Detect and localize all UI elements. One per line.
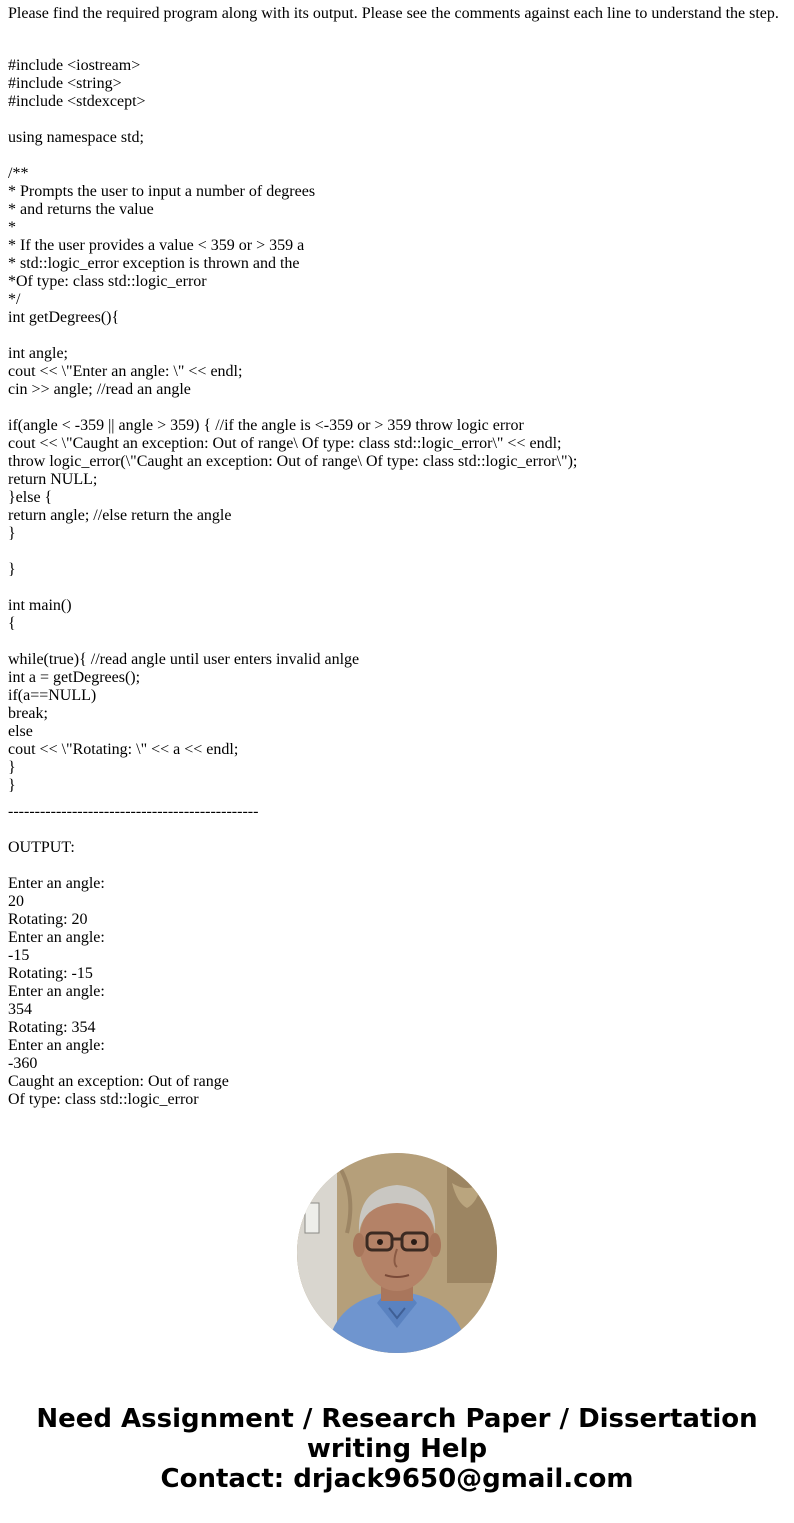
output-line: ----------------------------------------------- [8, 803, 259, 820]
output-line: -15 [8, 947, 30, 964]
code-line: * std::logic_error exception is thrown and the [8, 255, 300, 272]
code-line: } [8, 759, 16, 776]
code-line [8, 579, 577, 597]
footer-advert [0, 1404, 794, 1494]
code-line: int angle; [8, 345, 68, 362]
code-line: if(a==NULL) [8, 687, 97, 704]
code-line: int getDegrees(){ [8, 309, 120, 326]
code-line: }else { [8, 489, 53, 506]
code-line [8, 399, 577, 417]
code-line [8, 147, 577, 165]
code-line: throw logic_error(\"Caught an exception: Out of range\ Of type: class std::logic_error\"); [8, 453, 578, 470]
code-listing [8, 57, 577, 795]
output-line: Enter an angle: [8, 1037, 105, 1054]
code-line: cout << \"Rotating: \" << a << endl; [8, 741, 239, 758]
output-line: Caught an exception: Out of range [8, 1073, 229, 1090]
code-line: if(angle < -359 || angle > 359) { //if the angle is <-359 or > 359 throw logic error [8, 417, 524, 434]
code-line: cout << \"Caught an exception: Out of range\ Of type: class std::logic_error\" << endl; [8, 435, 562, 452]
program-output [8, 803, 258, 1109]
output-line: Rotating: 20 [8, 911, 88, 928]
code-line: } [8, 525, 16, 542]
output-line: Enter an angle: [8, 929, 105, 946]
code-line: cout << \"Enter an angle: \" << endl; [8, 363, 243, 380]
code-line: * and returns the value [8, 201, 154, 218]
output-line: Of type: class std::logic_error [8, 1091, 199, 1108]
code-line: else [8, 723, 33, 740]
output-line [8, 821, 258, 839]
profile-photo [297, 1153, 497, 1353]
code-line: * [8, 219, 16, 236]
output-line: 354 [8, 1001, 32, 1018]
code-line: int main() [8, 597, 72, 614]
output-line: -360 [8, 1055, 38, 1072]
code-line: /** [8, 165, 29, 182]
person-portrait-image [297, 1153, 497, 1353]
output-line: 20 [8, 893, 24, 910]
output-line: Enter an angle: [8, 983, 105, 1000]
intro-text: Please find the required program along with its output. Please see the comments against each line to understand the step. [8, 5, 779, 22]
output-line: Rotating: -15 [8, 965, 93, 982]
code-line: #include <iostream> [8, 57, 141, 74]
code-line: int a = getDegrees(); [8, 669, 141, 686]
code-line: return angle; //else return the angle [8, 507, 232, 524]
output-line: Rotating: 354 [8, 1019, 96, 1036]
code-line [8, 543, 577, 561]
code-line: return NULL; [8, 471, 98, 488]
code-line: } [8, 561, 16, 578]
code-line: while(true){ //read angle until user enters invalid anlge [8, 651, 360, 668]
code-line [8, 111, 577, 129]
code-line [8, 327, 577, 345]
output-line [8, 857, 258, 875]
output-line: OUTPUT: [8, 839, 75, 856]
footer-contact: Contact: drjack9650@gmail.com [160, 1464, 634, 1494]
code-line: { [8, 615, 16, 632]
footer-line-1: Need Assignment / Research Paper / Dissertation [36, 1404, 758, 1434]
code-line: } [8, 777, 16, 794]
code-line: using namespace std; [8, 129, 144, 146]
code-line: cin >> angle; //read an angle [8, 381, 191, 398]
code-line: * If the user provides a value < 359 or > 359 a [8, 237, 305, 254]
code-line: break; [8, 705, 48, 722]
code-line [8, 633, 577, 651]
code-line: *Of type: class std::logic_error [8, 273, 207, 290]
footer-line-2: writing Help [306, 1434, 488, 1464]
code-line: #include <string> [8, 75, 122, 92]
code-line: */ [8, 291, 21, 308]
output-line: Enter an angle: [8, 875, 105, 892]
code-line: * Prompts the user to input a number of degrees [8, 183, 316, 200]
code-line: #include <stdexcept> [8, 93, 146, 110]
